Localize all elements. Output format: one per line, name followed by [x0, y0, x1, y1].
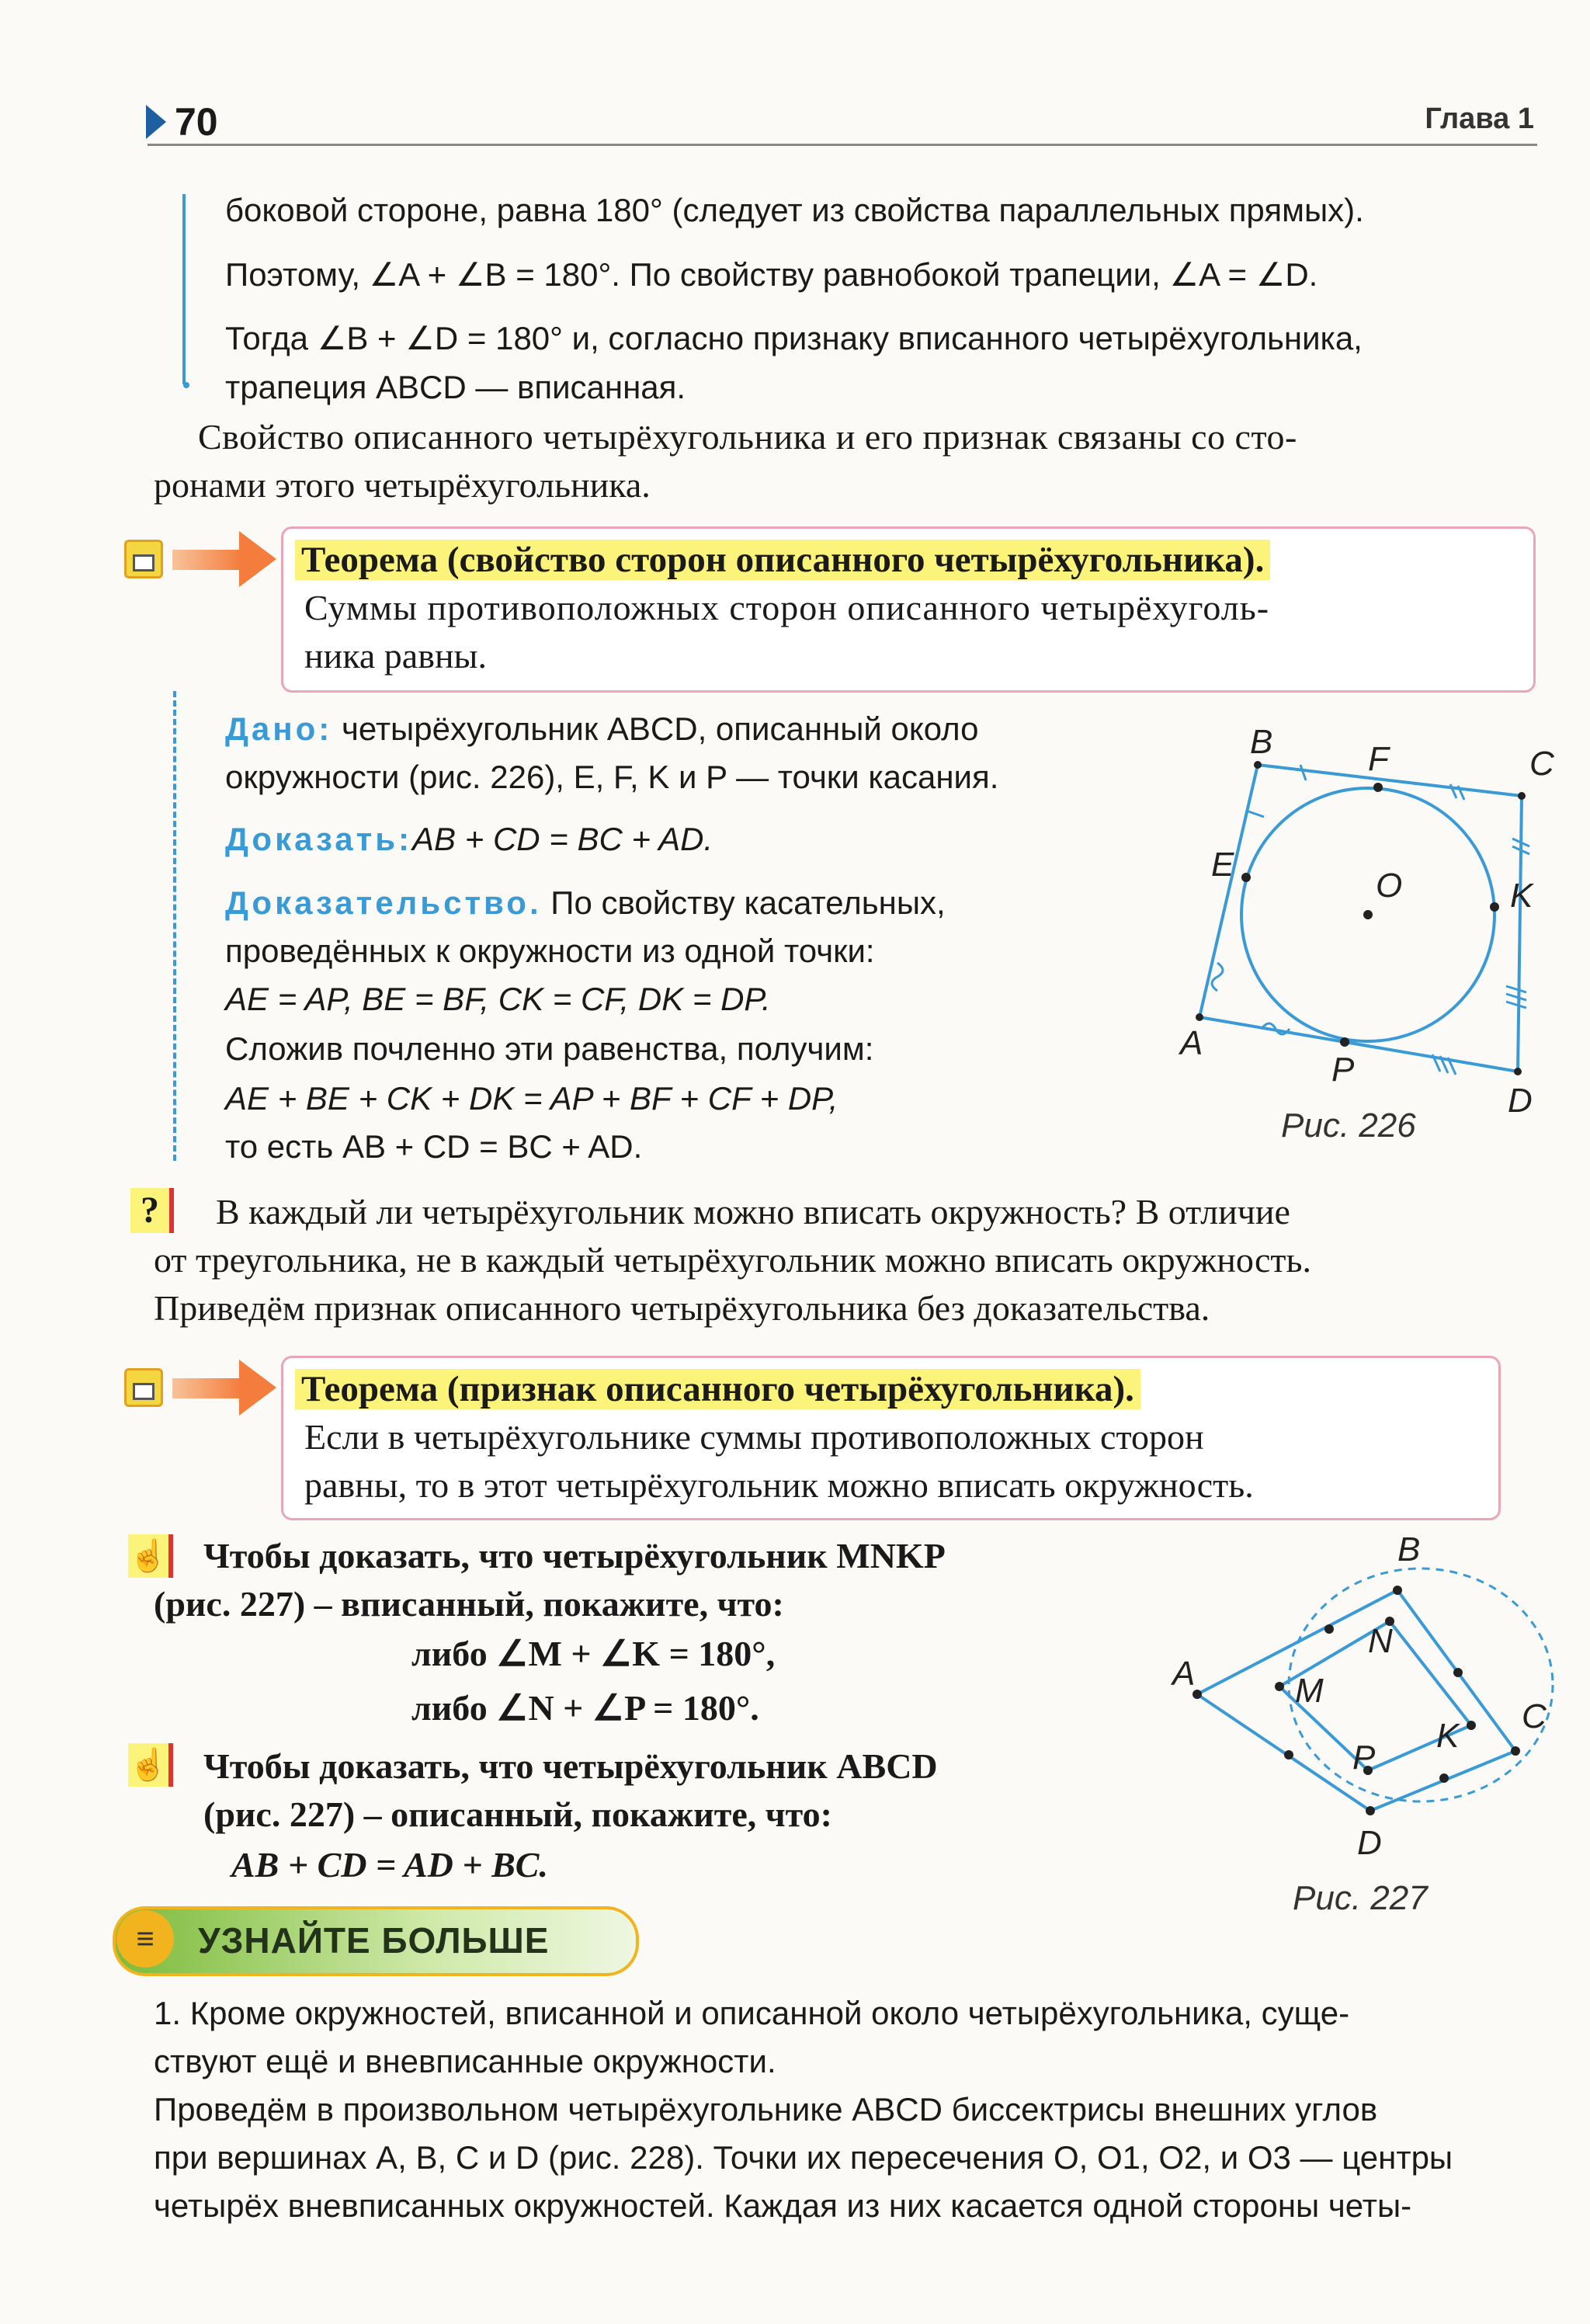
theorem-2-title: Теорема (признак описанного четырёхугольника).: [295, 1365, 1140, 1413]
label-k: K: [1510, 877, 1533, 915]
tip-1-line-3: либо ∠M + ∠K = 180°,: [411, 1634, 776, 1673]
proof-line-2: AE = AP, BE = BF, CK = CF, DK = DP.: [225, 981, 771, 1017]
label-f: F: [1368, 740, 1389, 778]
label-d: D: [1508, 1082, 1533, 1120]
given-block: [225, 705, 979, 753]
proof-block: [225, 879, 946, 927]
books-icon: ≡: [116, 1910, 174, 1968]
prove-label: Доказать:: [225, 821, 413, 857]
proof-end-line-3: Тогда ∠B + ∠D = 180° и, согласно признаку вписанного четырёхугольника,: [225, 320, 1363, 356]
label-c: C: [1522, 1697, 1547, 1735]
arrow-right-icon: [239, 531, 276, 587]
proof-line-4: AE + BE + CK + DK = AP + BF + CF + DP,: [225, 1080, 838, 1117]
hand-pointer-icon: ☝: [128, 1534, 173, 1578]
proof-margin-bar: [182, 194, 186, 384]
chapter-label: Глава 1: [1425, 102, 1534, 135]
label-b: B: [1397, 1530, 1421, 1568]
label-b: B: [1250, 730, 1273, 761]
question-line-2: от треугольника, не в каждый четырёхугольник можно вписать окружность.: [154, 1240, 1311, 1280]
label-p: P: [1331, 1051, 1355, 1089]
given-label: Дано:: [225, 710, 333, 747]
learn-more-line-3: Проведём в произвольном четырёхугольнике ABCD биссектрисы внешних углов: [154, 2091, 1378, 2128]
tip-1-line-1: Чтобы доказать, что четырёхугольник MNKP: [203, 1536, 946, 1575]
learn-more-line-1: 1. Кроме окружностей, вписанной и описанной около четырёхугольника, суще-: [154, 1995, 1350, 2031]
save-icon: [124, 1368, 163, 1407]
theorem-1-line-1: Суммы противоположных сторон описанного четырёхуголь-: [304, 588, 1270, 627]
intro-line-1: Свойство описанного четырёхугольника и его признак связаны со сто-: [198, 417, 1297, 457]
tip-2-line-2: (рис. 227) – описанный, покажите, что:: [203, 1794, 832, 1834]
page-arrow-icon: [146, 105, 166, 139]
proof-line-1: проведённых к окружности из одной точки:: [225, 933, 875, 969]
arrow-right-icon: [239, 1360, 276, 1416]
proof-label: Доказательство.: [225, 884, 542, 921]
learn-more-title: УЗНАЙТЕ БОЛЬШЕ: [198, 1920, 550, 1961]
label-a: A: [1172, 1655, 1196, 1693]
given-text-2: окружности (рис. 226), E, F, K и P — точки касания.: [225, 759, 999, 795]
question-line-3: Приведём признак описанного четырёхугольника без доказательства.: [154, 1288, 1210, 1328]
proof-end-line-1: боковой стороне, равна 180° (следует из свойства параллельных прямых).: [225, 192, 1364, 228]
question-badge: ?: [130, 1188, 174, 1233]
page-number: 70: [175, 100, 218, 144]
proof-end-line-4: трапеция ABCD — вписанная.: [225, 369, 686, 405]
label-m: M: [1295, 1672, 1324, 1710]
save-icon: [124, 540, 163, 578]
label-p: P: [1352, 1739, 1376, 1777]
quadrilateral-abcd: [1197, 1590, 1515, 1811]
dashed-circle: [1289, 1568, 1553, 1801]
arrow-shaft: [172, 1378, 242, 1398]
figure-227-caption: Рис. 227: [1293, 1879, 1428, 1917]
proof-line-5: то есть AB + CD = BC + AD.: [225, 1128, 643, 1165]
quadrilateral-abcd: [1199, 765, 1522, 1072]
question-line-1: В каждый ли четырёхугольник можно вписать окружность? В отличие: [216, 1192, 1290, 1231]
theorem-1-title: Теорема (свойство сторон описанного четырёхугольника).: [295, 536, 1270, 584]
tip-2-line-1: Чтобы доказать, что четырёхугольник ABCD: [203, 1746, 938, 1786]
learn-more-line-2: ствуют ещё и вневписанные окружности.: [154, 2043, 776, 2079]
label-d: D: [1357, 1824, 1382, 1862]
point-f: [1373, 783, 1383, 792]
label-e: E: [1211, 846, 1234, 884]
proof-line-3: Сложив почленно эти равенства, получим:: [225, 1030, 874, 1067]
label-k: K: [1436, 1717, 1460, 1755]
proof-end-line-2: Поэтому, ∠A + ∠B = 180°. По свойству равнобокой трапеции, ∠A = ∠D.: [225, 256, 1318, 293]
proof-margin-dashed: [173, 691, 176, 1161]
figure-226: [1165, 730, 1568, 1149]
tip-1-line-4: либо ∠N + ∠P = 180°.: [411, 1688, 759, 1728]
point-e: [1241, 873, 1251, 882]
figure-227: [1165, 1522, 1568, 1871]
point-p: [1340, 1037, 1349, 1047]
prove-text: AB + CD = BC + AD.: [412, 821, 713, 857]
point-k: [1490, 902, 1499, 912]
label-a: A: [1180, 1024, 1203, 1062]
theorem-1-line-2: ника равны.: [304, 636, 487, 676]
prove-block: [225, 815, 713, 863]
label-n: N: [1368, 1622, 1393, 1660]
hand-pointer-icon: ☝: [128, 1743, 173, 1787]
theorem-2-line-2: равны, то в этот четырёхугольник можно вписать окружность.: [304, 1465, 1254, 1505]
center-o: [1363, 910, 1373, 919]
learn-more-line-5: четырёх вневписанных окружностей. Каждая из них касается одной стороны четы-: [154, 2187, 1412, 2224]
label-o: O: [1376, 867, 1403, 905]
tip-1-line-2: (рис. 227) – вписанный, покажите, что:: [154, 1584, 784, 1624]
proof-first: По свойству касательных,: [550, 884, 946, 921]
header-divider: [148, 144, 1537, 146]
label-c: C: [1529, 745, 1554, 783]
arrow-shaft: [172, 550, 242, 570]
theorem-2-line-1: Если в четырёхугольнике суммы противоположных сторон: [304, 1417, 1204, 1457]
intro-line-2: ронами этого четырёхугольника.: [154, 465, 651, 505]
tip-2-line-3: AB + CD = AD + BC.: [231, 1845, 548, 1885]
figure-226-caption: Рис. 226: [1281, 1106, 1416, 1145]
learn-more-line-4: при вершинах A, B, C и D (рис. 228). Точки их пересечения O, O1, O2, и O3 — центры: [154, 2139, 1453, 2176]
proof-end-marker: [183, 382, 189, 388]
given-text-1: четырёхугольник ABCD, описанный около: [341, 710, 979, 747]
